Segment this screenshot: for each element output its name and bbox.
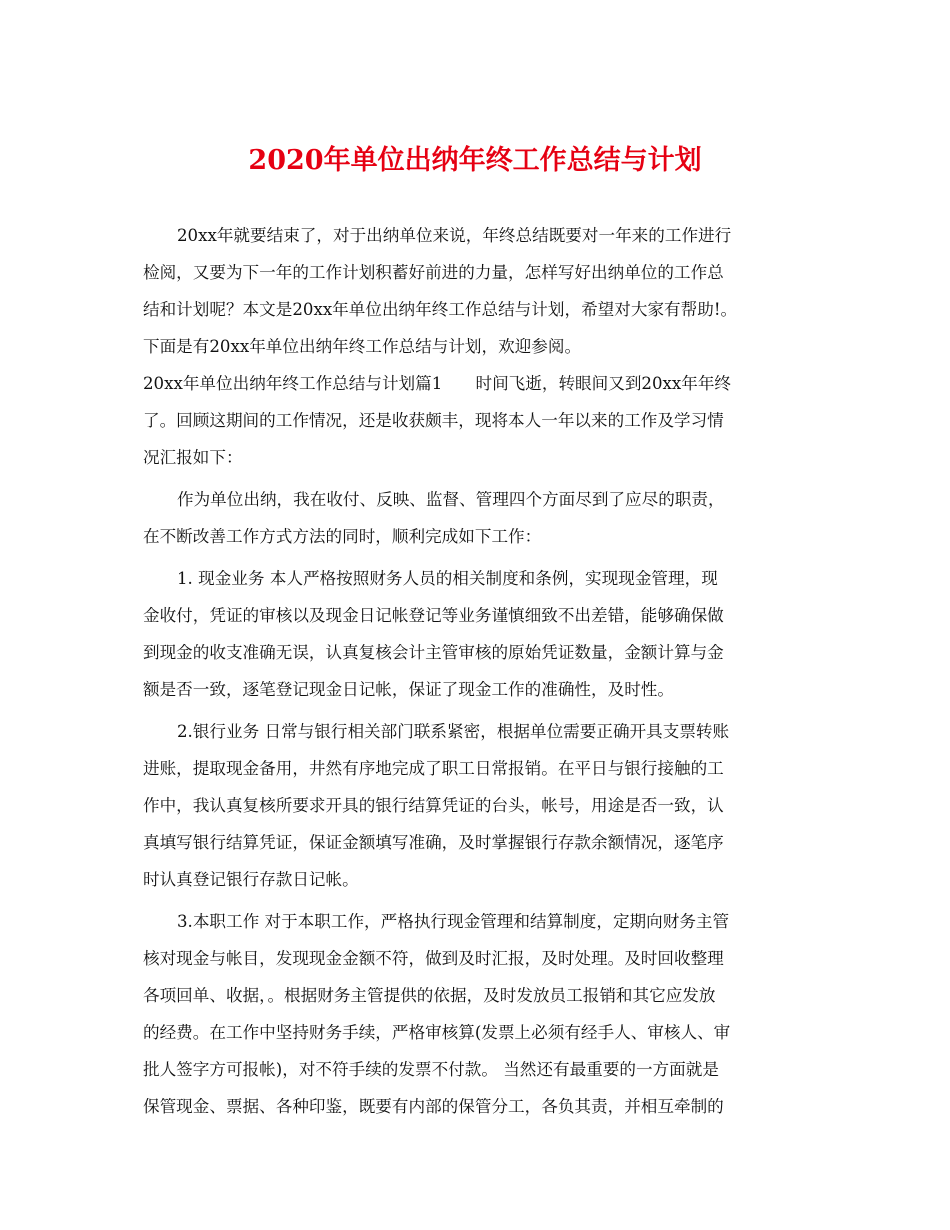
body-line: 保管现金、票据、各种印鉴，既要有内部的保管分工，各负其责，并相互牵制的 — [143, 1097, 724, 1116]
body-line: 况汇报如下： — [143, 448, 243, 467]
body-line: 1. 现金业务 本人严格按照财务人员的相关制度和条例，实现现金管理，现 — [177, 569, 718, 588]
body-line: 20xx年单位出纳年终工作总结与计划篇1 时间飞逝，转眼间又到20xx年年终 — [143, 374, 732, 393]
body-line: 检阅，又要为下一年的工作计划积蓄好前进的力量，怎样写好出纳单位的工作总 — [143, 263, 724, 282]
body-line: 下面是有20xx年单位出纳年终工作总结与计划，欢迎参阅。 — [143, 337, 582, 356]
body-line: 批人签字方可报帐)，对不符手续的发票不付款。 当然还有最重要的一方面就是 — [143, 1060, 719, 1079]
body-line: 2.银行业务 日常与银行相关部门联系紧密，根据单位需要正确开具支票转账 — [177, 722, 730, 741]
body-line: 额是否一致，逐笔登记现金日记帐，保证了现金工作的准确性，及时性。 — [143, 680, 674, 699]
document-body — [143, 217, 811, 1125]
body-line: 到现金的收支准确无误，认真复核会计主管审核的原始凭证数量，金额计算与金 — [143, 643, 724, 662]
body-line: 核对现金与帐目，发现现金金额不符，做到及时汇报，及时处理。及时回收整理 — [143, 949, 724, 968]
body-line: 真填写银行结算凭证，保证金额填写准确，及时掌握银行存款余额情况，逐笔序 — [143, 833, 724, 852]
body-line: 20xx年就要结束了，对于出纳单位来说，年终总结既要对一年来的工作进行 — [177, 226, 732, 245]
body-line: 时认真登记银行存款日记帐。 — [143, 870, 359, 889]
body-line: 结和计划呢？本文是20xx年单位出纳年终工作总结与计划，希望对大家有帮助!。 — [143, 300, 738, 319]
body-line: 3.本职工作 对于本职工作，严格执行现金管理和结算制度，定期向财务主管 — [177, 912, 730, 931]
body-line: 作中，我认真复核所要求开具的银行结算凭证的台头，帐号，用途是否一致，认 — [143, 796, 724, 815]
body-line: 了。回顾这期间的工作情况，还是收获颇丰，现将本人一年以来的工作及学习情 — [143, 411, 724, 430]
body-line: 在不断改善工作方式方法的同时，顺利完成如下工作： — [143, 527, 542, 546]
body-line: 作为单位出纳，我在收付、反映、监督、管理四个方面尽到了应尽的职责， — [177, 490, 725, 509]
body-line: 的经费。在工作中坚持财务手续，严格审核算(发票上必须有经手人、审核人、审 — [143, 1023, 731, 1042]
body-line: 进账，提取现金备用，井然有序地完成了职工日常报销。在平日与银行接触的工 — [143, 759, 724, 778]
body-line: 金收付，凭证的审核以及现金日记帐登记等业务谨慎细致不出差错，能够确保做 — [143, 606, 724, 625]
document-title: 2020年单位出纳年终工作总结与计划 — [248, 145, 702, 176]
body-line: 各项回单、收据，。根据财务主管提供的依据，及时发放员工报销和其它应发放 — [143, 986, 716, 1005]
